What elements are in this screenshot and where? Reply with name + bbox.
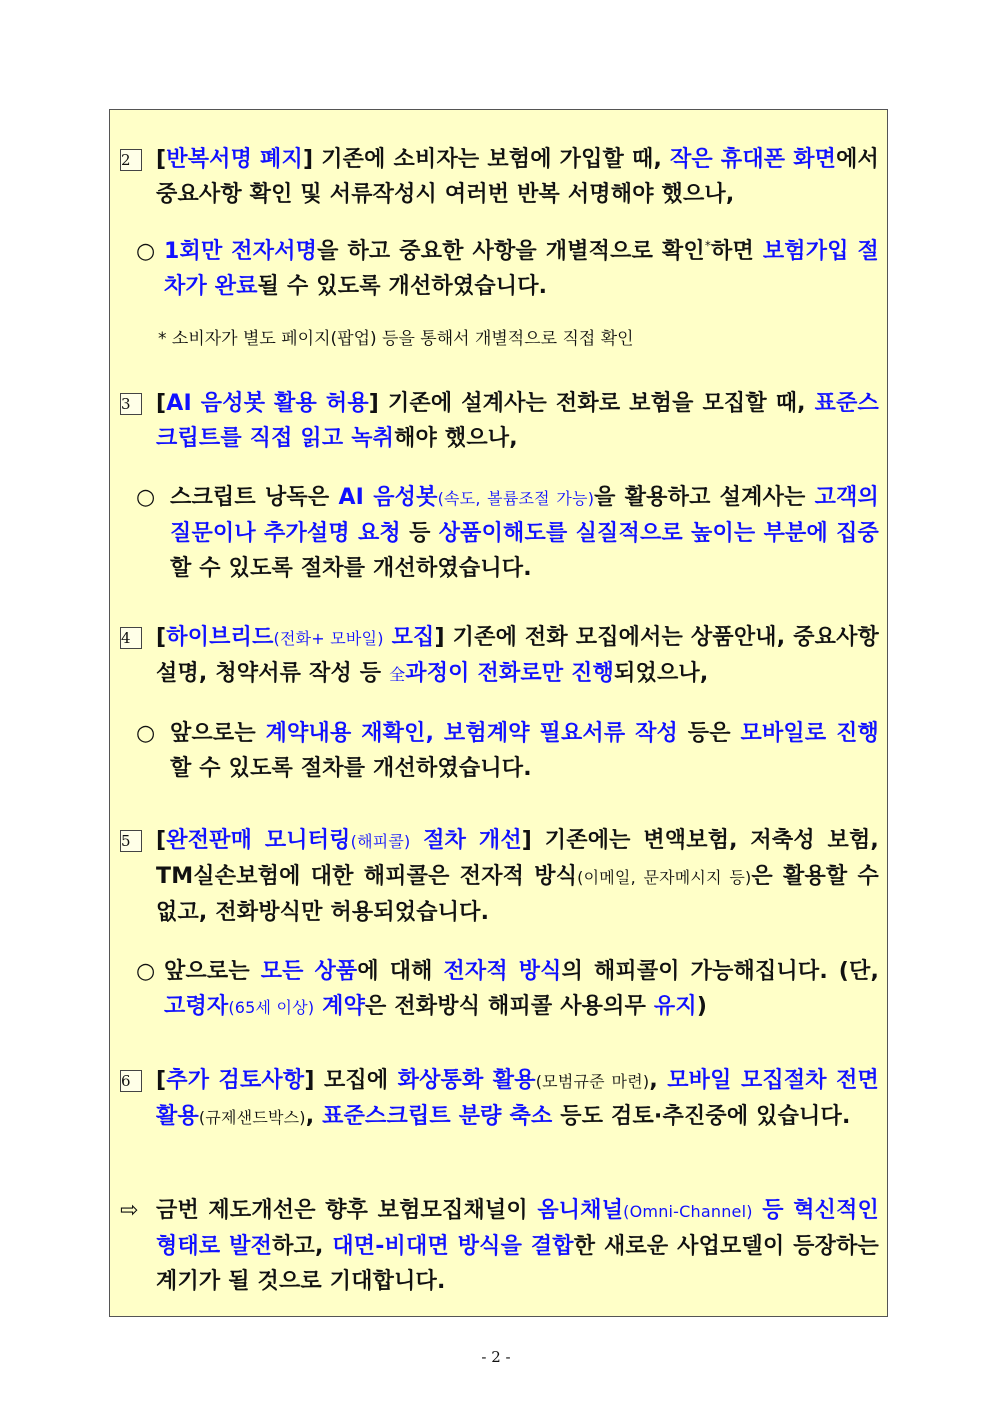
section-2: [116, 142, 879, 212]
text-span: 앞으로는: [164, 959, 261, 984]
text-small: (규제샌드박스): [198, 1108, 306, 1127]
text-span: 은 전화방식 해피콜 사용의무: [365, 994, 654, 1019]
section-6: [116, 1063, 879, 1135]
bullet-icon: ○: [136, 239, 156, 264]
text-span: 해야 했으나,: [394, 426, 518, 451]
section-title: AI 음성봇 활용 허용: [166, 391, 369, 416]
section-title: 추가 검토사항: [166, 1068, 305, 1093]
highlight: 작은 휴대폰 화면: [669, 147, 837, 172]
text-span: 을 활용하고 설계사는: [594, 485, 815, 510]
highlight: 옴니채널: [537, 1198, 624, 1223]
text-span: 되었으나,: [614, 661, 709, 686]
highlight: AI 음성봇: [338, 485, 438, 510]
section-title-small: (전화+ 모바일): [273, 629, 384, 648]
highlight-small: 全: [389, 665, 406, 684]
highlight: 모바일 모집절차 전면 활용: [156, 1068, 879, 1129]
text-small: (이메일, 문자메시지 등): [577, 868, 752, 887]
highlight: 고객의 질문이나 추가설명 요청: [170, 485, 879, 546]
highlight: 계약: [314, 994, 366, 1019]
text-span: 금번 제도개선은 향후 보험모집채널이: [156, 1198, 538, 1223]
text-small: (모범규준 마련): [535, 1072, 650, 1091]
text-span: 등: [400, 521, 439, 546]
highlight-small: (Omni-Channel): [623, 1202, 753, 1221]
text-span: 스크립트 낭독은: [170, 485, 339, 510]
highlight: 1회만 전자서명: [164, 239, 318, 264]
section-number: 4: [120, 627, 142, 649]
section-number: 6: [120, 1070, 142, 1092]
section-3: [116, 386, 879, 456]
highlight: 계약내용 재확인, 보험계약 필요서류 작성: [265, 721, 679, 746]
highlight: 유지: [653, 994, 697, 1019]
text-span: 할 수 있도록 절차를 개선하였습니다.: [170, 756, 532, 781]
section-title: 모집: [383, 625, 435, 650]
bullet-text: [164, 954, 879, 1025]
text-span: 한 새로운 사업모델이 등장하는 계기가 될 것으로 기대합니다.: [156, 1234, 879, 1294]
section-title: 절차 개선: [410, 828, 522, 853]
highlight: 표준스크립트를 직접 읽고 녹취: [156, 391, 879, 451]
highlight: 표준스크립트 분량 축소: [322, 1104, 553, 1129]
text-span: 모집에: [314, 1068, 398, 1093]
highlight: 상품이해도를 실질적으로 높이는 부분에 집중: [438, 521, 880, 546]
text-span: 할 수 있도록 절차를 개선하였습니다.: [170, 556, 532, 581]
section-4: [116, 620, 879, 692]
highlight-small: (속도, 볼륨조절 가능): [437, 489, 595, 508]
page-number: - 2 -: [481, 1348, 511, 1366]
highlight: 등 혁신적인 형태로 발전: [156, 1198, 880, 1259]
text-span: 기존에 전화 모집에서는 상품안내, 중요사항 설명, 청약서류 작성 등: [156, 625, 880, 686]
section-4-bullet: [116, 716, 879, 786]
text-span: 하고,: [272, 1234, 333, 1259]
notice-box: [109, 109, 888, 1317]
text-span: 은 활용할 수 없고, 전화방식만 허용되었습니다.: [156, 864, 879, 925]
arrow-right-icon: ⇨: [120, 1198, 139, 1223]
section-text: [하이브리드(전화+ 모바일) 모집] 기존에 전화 모집에서는 상품안내, 중요사항 설명, 청약서류 작성 등 全과정이 전화로만 진행되었으나,: [156, 625, 880, 686]
section-title: 반복서명 폐지: [166, 147, 303, 172]
section-text: [추가 검토사항] 모집에 화상통화 활용(모범규준 마련), 모바일 모집절차 전면 활용(규제샌드박스), 표준스크립트 분량 축소 등도 검토·추진중에 있습니다.: [156, 1068, 879, 1129]
text-span: 기존에 소비자는 보험에 가입할 때,: [313, 147, 670, 172]
highlight-small: (65세 이상): [228, 998, 315, 1017]
highlight: 전자적 방식: [443, 959, 562, 984]
section-title-small: (해피콜): [350, 832, 411, 851]
text-span: 기존에 설계사는 전화로 보험을 모집할 때,: [379, 391, 815, 416]
bullet-icon: ○: [136, 959, 156, 984]
footnote: * 소비자가 별도 페이지(팝업) 등을 통해서 개별적으로 직접 확인: [158, 329, 634, 349]
highlight: 대면-비대면 방식을 결합: [332, 1234, 574, 1259]
text-span: ): [696, 994, 708, 1019]
bullet-text: [170, 716, 879, 786]
text-span: 을 하고 중요한 사항을 개별적으로 확인: [317, 239, 705, 264]
section-5-bullet: [116, 954, 879, 1025]
section-2-bullet: [116, 234, 879, 304]
bullet-text: [170, 480, 879, 586]
highlight: 모바일로 진행: [740, 721, 880, 746]
text-span: 에 대해: [357, 959, 444, 984]
section-text: [반복서명 폐지] 기존에 소비자는 보험에 가입할 때, 작은 휴대폰 화면에서 중요사항 확인 및 서류작성시 여러번 반복 서명해야 했으나,: [156, 147, 880, 207]
bullet-icon: ○: [136, 721, 156, 746]
conclusion: [116, 1193, 879, 1299]
conclusion-text: [156, 1193, 879, 1299]
highlight: 보험가입 절차가 완료: [164, 239, 880, 299]
section-number: 2: [120, 149, 142, 171]
text-span: 의 해피콜이 가능해집니다. (단,: [561, 959, 880, 984]
bullet-icon: ○: [136, 485, 156, 510]
text-span: 에서 중요사항 확인 및 서류작성시 여러번 반복 서명해야 했으나,: [156, 147, 880, 207]
text-span: ,: [649, 1068, 668, 1093]
text-span: 될 수 있도록 개선하였습니다.: [257, 274, 548, 299]
section-number: 3: [120, 393, 142, 415]
section-5: [116, 823, 879, 930]
text-span: 하면: [711, 239, 763, 264]
section-3-bullet: [116, 480, 879, 586]
highlight: 고령자: [164, 994, 229, 1019]
bullet-text: [164, 234, 879, 304]
text-span: ,: [305, 1104, 323, 1129]
section-number: 5: [120, 830, 142, 852]
highlight: 과정이 전화로만 진행: [405, 661, 615, 686]
section-title: 하이브리드: [166, 625, 274, 650]
footnote-mark: *: [704, 238, 712, 253]
text-span: 등도 검토·추진중에 있습니다.: [552, 1104, 851, 1129]
section-title: 완전판매 모니터링: [166, 828, 351, 853]
section-text: [AI 음성봇 활용 허용] 기존에 설계사는 전화로 보험을 모집할 때, 표준스크립트를 직접 읽고 녹취해야 했으나,: [156, 391, 879, 451]
highlight: 화상통화 활용: [397, 1068, 536, 1093]
highlight: 모든 상품: [260, 959, 358, 984]
text-span: 앞으로는: [170, 721, 266, 746]
text-span: 등은: [678, 721, 741, 746]
section-text: [완전판매 모니터링(해피콜) 절차 개선] 기존에는 변액보험, 저축성 보험, TM실손보험에 대한 해피콜은 전자적 방식(이메일, 문자메시지 등)은 활용할 수 없고, 전화방식만 허용되었습니다.: [156, 828, 879, 925]
text-span: 기존에는 변액보험, 저축성 보험, TM실손보험에 대한 해피콜은 전자적 방식: [156, 828, 879, 889]
